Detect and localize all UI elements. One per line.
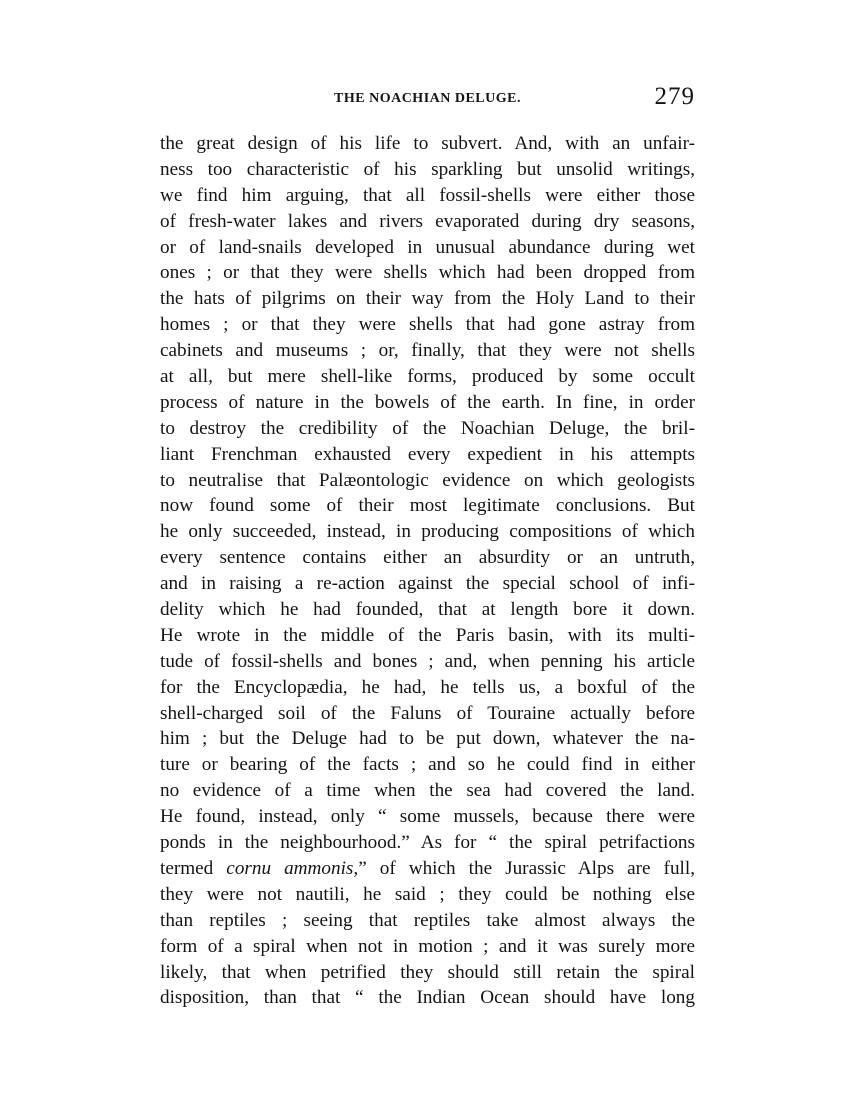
text-segment: termed xyxy=(160,857,227,879)
text-line: at all, but mere shell-like forms, produced by some occult xyxy=(160,366,695,388)
text-line: of fresh-water lakes and rivers evaporated during dry seasons, xyxy=(160,210,695,232)
text-line: no evidence of a time when the sea had covered the land. xyxy=(160,780,695,802)
text-line: and in raising a re-action against the special school of infi- xyxy=(160,573,695,595)
text-line: ponds in the neighbourhood.” As for “ the spiral petrifactions xyxy=(160,832,695,854)
text-line: form of a spiral when not in motion ; and it was surely more xyxy=(160,935,695,957)
running-head xyxy=(160,83,695,119)
text-line: He found, instead, only “ some mussels, because there were xyxy=(160,806,695,828)
text-line: liant Frenchman exhausted every expedient in his attempts xyxy=(160,443,695,465)
text-line: tude of fossil-shells and bones ; and, when penning his article xyxy=(160,650,695,672)
text-line: shell-charged soil of the Faluns of Touraine actually before xyxy=(160,702,695,724)
text-line: to destroy the credibility of the Noachian Deluge, the bril- xyxy=(160,417,695,439)
text-line: process of nature in the bowels of the earth. In fine, in order xyxy=(160,391,695,413)
text-line: now found some of their most legitimate conclusions. But xyxy=(160,495,695,517)
text-line: likely, that when petrified they should still retain the spiral xyxy=(160,961,695,983)
text-line: him ; but the Deluge had to be put down, whatever the na- xyxy=(160,728,695,750)
text-line-with-italic xyxy=(160,856,695,882)
text-line: disposition, than that “ the Indian Ocean should have long xyxy=(160,987,695,1009)
text-line: for the Encyclopædia, he had, he tells us, a boxful of the xyxy=(160,676,695,698)
text-line: than reptiles ; seeing that reptiles take almost always the xyxy=(160,909,695,931)
italic-term: cornu ammonis, xyxy=(226,857,359,879)
text-line: delity which he had founded, that at length bore it down. xyxy=(160,599,695,621)
text-segment: ” of which the Jurassic Alps are full, xyxy=(358,857,695,879)
text-line: or of land-snails developed in unusual abundance during wet xyxy=(160,236,695,258)
text-line: to neutralise that Palæontologic evidence on which geologists xyxy=(160,469,695,491)
text-line: ture or bearing of the facts ; and so he could find in either xyxy=(160,754,695,776)
text-line: homes ; or that they were shells that had gone astray from xyxy=(160,314,695,336)
text-line: cabinets and museums ; or, finally, that they were not shells xyxy=(160,340,695,362)
text-line: we find him arguing, that all fossil-shells were either those xyxy=(160,184,695,206)
text-line: the hats of pilgrims on their way from the Holy Land to their xyxy=(160,288,695,310)
text-line: he only succeeded, instead, in producing compositions of which xyxy=(160,521,695,543)
running-title: THE NOACHIAN DELUGE. xyxy=(334,91,521,106)
text-line: every sentence contains either an absurdity or an untruth, xyxy=(160,547,695,569)
text-line: the great design of his life to subvert. And, with an unfair- xyxy=(160,133,695,154)
text-line: they were not nautili, he said ; they could be nothing else xyxy=(160,883,695,905)
body-text xyxy=(160,131,695,1011)
text-line: He wrote in the middle of the Paris basin, with its multi- xyxy=(160,624,695,646)
text-line: ones ; or that they were shells which had been dropped from xyxy=(160,262,695,284)
page-number: 279 xyxy=(654,83,695,110)
text-line: ness too characteristic of his sparkling but unsolid writings, xyxy=(160,158,695,180)
